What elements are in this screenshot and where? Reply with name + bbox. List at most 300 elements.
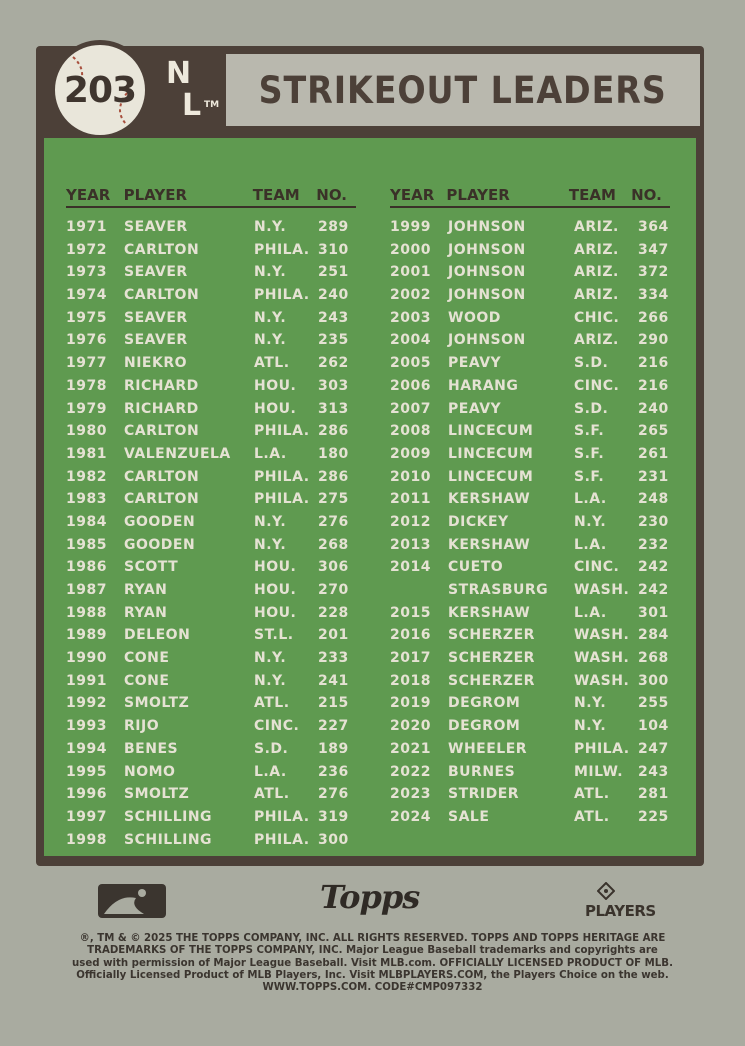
- cell-no: 306: [318, 559, 349, 576]
- cell-player: JOHNSON: [448, 264, 526, 281]
- table-row: [66, 398, 358, 421]
- cell-year: 1982: [66, 468, 107, 485]
- cell-no: 189: [318, 740, 349, 757]
- legal-line: used with permission of Major League Baseball. Visit MLB.com. OFFICIALLY LICENSED PRODUCT OF MLB.: [72, 957, 673, 969]
- header-year: YEAR: [390, 186, 435, 204]
- cell-year: 2003: [390, 309, 431, 326]
- cell-no: 230: [638, 513, 669, 530]
- table-row: [390, 216, 678, 239]
- cell-player: JOHNSON: [448, 219, 526, 235]
- table-row: [66, 670, 358, 693]
- cell-no: 251: [318, 264, 349, 281]
- legal-line: ®, TM & © 2025 THE TOPPS COMPANY, INC. ALL RIGHTS RESERVED. TOPPS AND TOPPS HERITAGE ARE: [79, 933, 666, 944]
- table-row: [390, 692, 678, 715]
- cell-team: N.Y.: [254, 309, 287, 326]
- table-row: [390, 352, 678, 375]
- logo-strip: [0, 880, 745, 920]
- cell-year: 2013: [390, 536, 431, 553]
- legal-line: TRADEMARKS OF THE TOPPS COMPANY, INC. Major League Baseball trademarks and copyrights are: [87, 945, 658, 957]
- cell-year: 2023: [390, 786, 431, 803]
- cell-year: 1997: [66, 808, 107, 825]
- cell-no: 300: [318, 831, 349, 848]
- cell-year: 1999: [390, 219, 431, 235]
- cell-year: 1983: [66, 491, 107, 508]
- table-row: [390, 670, 678, 693]
- table-row: [66, 806, 358, 829]
- cell-year: 2002: [390, 287, 431, 304]
- cell-year: 1992: [66, 695, 107, 712]
- cell-team: WASH.: [574, 627, 630, 644]
- cell-no: 265: [638, 423, 669, 440]
- header-no: NO.: [316, 186, 347, 204]
- cell-no: 266: [638, 309, 669, 326]
- table-row: [390, 761, 678, 784]
- table-row: [66, 692, 358, 715]
- table-row: [390, 261, 678, 284]
- cell-player: SEAVER: [124, 219, 188, 235]
- cell-year: 1998: [66, 831, 107, 848]
- cell-year: 2024: [390, 808, 431, 825]
- cell-team: ARIZ.: [574, 219, 619, 235]
- cell-no: 284: [638, 627, 669, 644]
- league-letter-l: L: [182, 88, 202, 123]
- table-row: [390, 647, 678, 670]
- cell-no: 275: [318, 491, 349, 508]
- topps-logo: Topps: [320, 878, 420, 916]
- cell-no: 286: [318, 468, 349, 485]
- table-row: [390, 579, 678, 602]
- cell-no: 104: [638, 718, 669, 735]
- cell-player: DEGROM: [448, 718, 521, 735]
- cell-year: 2015: [390, 604, 431, 621]
- cell-player: DICKEY: [448, 513, 509, 530]
- cell-player: KERSHAW: [448, 536, 531, 553]
- trademark-mark: TM: [204, 100, 220, 110]
- cell-team: L.A.: [254, 445, 287, 462]
- cell-no: 334: [638, 287, 669, 304]
- cell-no: 180: [318, 445, 349, 462]
- table-row: [390, 239, 678, 262]
- cell-team: ATL.: [574, 808, 610, 825]
- cell-player: CONE: [124, 672, 170, 689]
- cell-player: PEAVY: [448, 400, 502, 417]
- table-row: [66, 375, 358, 398]
- cell-year: 1976: [66, 332, 107, 349]
- cell-year: 2007: [390, 400, 431, 417]
- table-row: [390, 466, 678, 489]
- cell-team: L.A.: [574, 491, 607, 508]
- table-row: [66, 420, 358, 443]
- cell-team: ARIZ.: [574, 332, 619, 349]
- cell-player: DELEON: [124, 627, 191, 644]
- cell-year: 2022: [390, 763, 431, 780]
- cell-no: 255: [638, 695, 669, 712]
- cell-no: 215: [318, 695, 349, 712]
- cell-player: BENES: [124, 740, 179, 757]
- cell-no: 347: [638, 241, 669, 258]
- table-row: [66, 443, 358, 466]
- table-row: [390, 488, 678, 511]
- table-row: [390, 511, 678, 534]
- players-label: PLAYERS: [585, 902, 656, 920]
- table-row: [66, 284, 358, 307]
- cell-player: BURNES: [448, 763, 516, 780]
- cell-no: 235: [318, 332, 349, 349]
- cell-no: 290: [638, 332, 669, 349]
- players-logo: [585, 882, 655, 922]
- cell-team: S.D.: [574, 400, 609, 417]
- cell-year: 1985: [66, 536, 107, 553]
- cell-player: NIEKRO: [124, 355, 188, 372]
- cell-no: 231: [638, 468, 669, 485]
- table-row: [66, 216, 358, 239]
- cell-player: CARLTON: [124, 468, 200, 485]
- cell-no: 216: [638, 355, 669, 372]
- cell-team: N.Y.: [254, 332, 287, 349]
- legal-text: [60, 933, 685, 994]
- cell-year: 1979: [66, 400, 107, 417]
- cell-year: 1981: [66, 445, 107, 462]
- cell-player: SCHERZER: [448, 672, 535, 689]
- cell-no: 303: [318, 377, 349, 394]
- cell-player: SCHILLING: [124, 808, 213, 825]
- cell-team: WASH.: [574, 672, 630, 689]
- table-row: [66, 307, 358, 330]
- cell-team: N.Y.: [254, 536, 287, 553]
- cell-team: L.A.: [254, 763, 287, 780]
- cell-team: PHILA.: [254, 831, 310, 848]
- table-row: [66, 261, 358, 284]
- cell-no: 301: [638, 604, 669, 621]
- cell-player: RICHARD: [124, 377, 199, 394]
- cell-year: 1975: [66, 309, 107, 326]
- cell-player: SEAVER: [124, 332, 188, 349]
- cell-no: 232: [638, 536, 669, 553]
- cell-team: N.Y.: [254, 513, 287, 530]
- cell-player: STRASBURG: [448, 582, 549, 598]
- cell-player: JOHNSON: [448, 332, 526, 349]
- cell-year: 2004: [390, 332, 431, 349]
- cell-team: N.Y.: [254, 264, 287, 281]
- header-player: PLAYER: [123, 186, 187, 204]
- cell-year: 1984: [66, 513, 107, 530]
- cell-year: 1993: [66, 718, 107, 735]
- cell-no: 227: [318, 718, 349, 735]
- table-row: [390, 806, 678, 829]
- cell-team: PHILA.: [254, 491, 310, 508]
- table-row: [390, 602, 678, 625]
- table-row: [390, 375, 678, 398]
- cell-no: 248: [638, 491, 669, 508]
- header-player: PLAYER: [446, 186, 510, 204]
- table-row: [66, 329, 358, 352]
- cell-player: LINCECUM: [448, 445, 534, 462]
- cell-year: 1987: [66, 582, 107, 598]
- cell-year: 1996: [66, 786, 107, 803]
- cell-team: S.F.: [574, 423, 605, 440]
- cell-player: NOMO: [124, 763, 176, 780]
- cell-team: N.Y.: [574, 718, 607, 735]
- cell-player: RICHARD: [124, 400, 199, 417]
- cell-team: PHILA.: [254, 241, 310, 258]
- cell-no: 276: [318, 786, 349, 803]
- cell-year: 2011: [390, 491, 431, 508]
- cell-player: GOODEN: [124, 513, 196, 530]
- cell-player: KERSHAW: [448, 491, 531, 508]
- right-column-headers: [390, 180, 670, 208]
- table-row: [390, 624, 678, 647]
- card-number: 203: [63, 69, 137, 111]
- cell-player: HARANG: [448, 377, 519, 394]
- cell-year: 1986: [66, 559, 107, 576]
- cell-year: 2017: [390, 650, 431, 667]
- league-badge: [160, 54, 218, 128]
- cell-no: 243: [638, 763, 669, 780]
- cell-no: 286: [318, 423, 349, 440]
- cell-year: 1988: [66, 604, 107, 621]
- cell-team: ST.L.: [254, 627, 294, 644]
- cell-year: 1973: [66, 264, 107, 281]
- cell-no: 300: [638, 672, 669, 689]
- cell-no: 364: [638, 219, 669, 235]
- cell-player: WHEELER: [448, 740, 528, 757]
- table-row: [390, 783, 678, 806]
- cell-player: PEAVY: [448, 355, 502, 372]
- header-team: TEAM: [252, 186, 300, 204]
- cell-no: 313: [318, 400, 349, 417]
- cell-no: 261: [638, 445, 669, 462]
- table-row: [66, 602, 358, 625]
- cell-player: VALENZUELA: [124, 445, 231, 462]
- table-row: [66, 829, 358, 852]
- cell-team: HOU.: [254, 559, 297, 576]
- cell-player: CUETO: [448, 559, 504, 576]
- cell-team: N.Y.: [574, 695, 607, 712]
- cell-year: 2005: [390, 355, 431, 372]
- cell-team: PHILA.: [254, 808, 310, 825]
- cell-team: S.D.: [574, 355, 609, 372]
- right-leaders-list: [390, 216, 678, 829]
- table-row: [66, 352, 358, 375]
- cell-year: 1972: [66, 241, 107, 258]
- cell-no: 319: [318, 808, 349, 825]
- cell-year: 2010: [390, 468, 431, 485]
- cell-no: 289: [318, 219, 349, 235]
- cell-player: SCOTT: [124, 559, 179, 576]
- cell-year: 2021: [390, 740, 431, 757]
- cell-player: GOODEN: [124, 536, 196, 553]
- cell-year: 1991: [66, 672, 107, 689]
- header-band: [222, 50, 704, 130]
- table-row: [390, 738, 678, 761]
- cell-no: 242: [638, 582, 669, 598]
- table-row: [66, 647, 358, 670]
- cell-team: WASH.: [574, 582, 630, 598]
- cell-player: WOOD: [448, 309, 501, 326]
- cell-team: ATL.: [254, 786, 290, 803]
- cell-team: N.Y.: [574, 513, 607, 530]
- cell-player: SCHILLING: [124, 831, 213, 848]
- cell-year: 2006: [390, 377, 431, 394]
- cell-team: ARIZ.: [574, 287, 619, 304]
- cell-player: CONE: [124, 650, 170, 667]
- league-letter-n: N: [166, 56, 192, 91]
- cell-no: 281: [638, 786, 669, 803]
- table-row: [66, 715, 358, 738]
- cell-year: 1980: [66, 423, 107, 440]
- baseball-icon: [50, 40, 150, 140]
- cell-no: 276: [318, 513, 349, 530]
- table-row: [66, 511, 358, 534]
- cell-no: 201: [318, 627, 349, 644]
- cell-player: SMOLTZ: [124, 695, 190, 712]
- cell-team: PHILA.: [254, 423, 310, 440]
- cell-player: JOHNSON: [448, 287, 526, 304]
- cell-team: CHIC.: [574, 309, 620, 326]
- cell-player: SALE: [448, 808, 490, 825]
- table-row: [390, 329, 678, 352]
- cell-no: 241: [318, 672, 349, 689]
- cell-no: 310: [318, 241, 349, 258]
- cell-team: ARIZ.: [574, 241, 619, 258]
- cell-player: RIJO: [124, 718, 160, 735]
- left-column-headers: [66, 180, 356, 208]
- cell-team: HOU.: [254, 400, 297, 417]
- cell-no: 372: [638, 264, 669, 281]
- cell-player: LINCECUM: [448, 468, 534, 485]
- cell-team: S.F.: [574, 445, 605, 462]
- cell-year: 1978: [66, 377, 107, 394]
- cell-no: 236: [318, 763, 349, 780]
- table-row: [390, 534, 678, 557]
- cell-player: SCHERZER: [448, 627, 535, 644]
- cell-player: DEGROM: [448, 695, 521, 712]
- cell-year: 1995: [66, 763, 107, 780]
- cell-team: L.A.: [574, 604, 607, 621]
- cell-year: 2018: [390, 672, 431, 689]
- cell-team: ARIZ.: [574, 264, 619, 281]
- table-row: [390, 715, 678, 738]
- legal-line: Officially Licensed Product of MLB Players, Inc. Visit MLBPLAYERS.COM, the Players Choice on the web.: [76, 969, 669, 981]
- table-row: [66, 579, 358, 602]
- cell-no: 228: [318, 604, 349, 621]
- cell-no: 243: [318, 309, 349, 326]
- cell-no: 247: [638, 740, 669, 757]
- cell-team: ATL.: [254, 355, 290, 372]
- cell-year: 2001: [390, 264, 431, 281]
- left-leaders-list: [66, 216, 358, 851]
- table-row: [66, 738, 358, 761]
- cell-team: HOU.: [254, 582, 297, 598]
- cell-team: WASH.: [574, 650, 630, 667]
- cell-year: 1990: [66, 650, 107, 667]
- cell-no: 240: [318, 287, 349, 304]
- table-row: [390, 443, 678, 466]
- cell-player: SEAVER: [124, 309, 188, 326]
- cell-team: HOU.: [254, 604, 297, 621]
- cell-player: CARLTON: [124, 491, 200, 508]
- cell-year: 1971: [66, 219, 107, 235]
- cell-player: SCHERZER: [448, 650, 535, 667]
- cell-team: CINC.: [254, 718, 300, 735]
- cell-no: 268: [318, 536, 349, 553]
- cell-year: 2009: [390, 445, 431, 462]
- cell-year: 1977: [66, 355, 107, 372]
- table-row: [66, 761, 358, 784]
- cell-year: 2014: [390, 559, 431, 576]
- cell-player: RYAN: [124, 604, 168, 621]
- cell-player: SMOLTZ: [124, 786, 190, 803]
- cell-year: 1989: [66, 627, 107, 644]
- table-row: [390, 398, 678, 421]
- table-row: [66, 624, 358, 647]
- cell-team: PHILA.: [574, 740, 630, 757]
- cell-no: 270: [318, 582, 349, 598]
- cell-year: 2000: [390, 241, 431, 258]
- cell-team: N.Y.: [254, 219, 287, 235]
- cell-no: 268: [638, 650, 669, 667]
- cell-team: N.Y.: [254, 650, 287, 667]
- cell-player: STRIDER: [448, 786, 520, 803]
- cell-team: PHILA.: [254, 468, 310, 485]
- cell-no: 216: [638, 377, 669, 394]
- table-row: [66, 556, 358, 579]
- cell-year: 2008: [390, 423, 431, 440]
- cell-player: JOHNSON: [448, 241, 526, 258]
- cell-team: CINC.: [574, 377, 620, 394]
- cell-year: 2019: [390, 695, 431, 712]
- cell-team: ATL.: [574, 786, 610, 803]
- cell-player: CARLTON: [124, 241, 200, 258]
- header-year: YEAR: [66, 186, 111, 204]
- cell-year: 2020: [390, 718, 431, 735]
- cell-team: ATL.: [254, 695, 290, 712]
- table-row: [390, 284, 678, 307]
- header-team: TEAM: [568, 186, 616, 204]
- table-row: [390, 420, 678, 443]
- cell-player: RYAN: [124, 582, 168, 598]
- table-row: [66, 534, 358, 557]
- cell-player: CARLTON: [124, 287, 200, 304]
- table-row: [390, 556, 678, 579]
- cell-player: LINCECUM: [448, 423, 534, 440]
- cell-year: 1994: [66, 740, 107, 757]
- cell-team: CINC.: [574, 559, 620, 576]
- cell-team: HOU.: [254, 377, 297, 394]
- cell-team: S.D.: [254, 740, 289, 757]
- cell-year: 2016: [390, 627, 431, 644]
- cell-team: N.Y.: [254, 672, 287, 689]
- table-row: [66, 466, 358, 489]
- cell-player: CARLTON: [124, 423, 200, 440]
- page-title: STRIKEOUT LEADERS: [258, 68, 667, 112]
- cell-team: MILW.: [574, 763, 624, 780]
- cell-player: SEAVER: [124, 264, 188, 281]
- table-row: [390, 307, 678, 330]
- cell-team: PHILA.: [254, 287, 310, 304]
- table-row: [66, 783, 358, 806]
- diamond-icon: [597, 882, 615, 900]
- header-no: NO.: [631, 186, 662, 204]
- cell-no: 262: [318, 355, 349, 372]
- table-row: [66, 239, 358, 262]
- cell-year: 2012: [390, 513, 431, 530]
- table-row: [66, 488, 358, 511]
- cell-year: 1974: [66, 287, 107, 304]
- cell-team: L.A.: [574, 536, 607, 553]
- cell-no: 225: [638, 808, 669, 825]
- cell-no: 242: [638, 559, 669, 576]
